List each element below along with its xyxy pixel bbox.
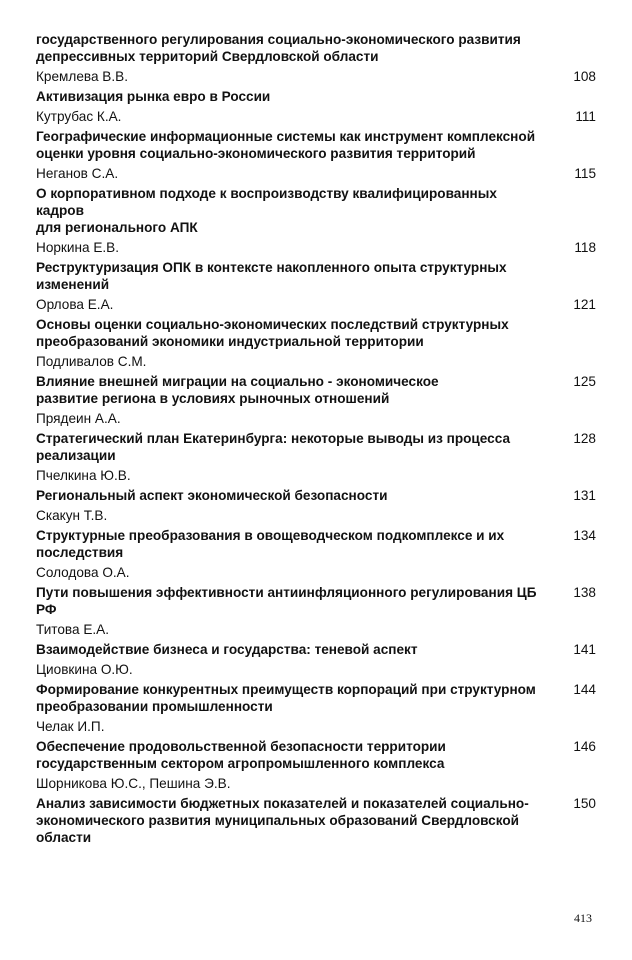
toc-page-number: 118 <box>574 240 596 255</box>
toc-entry-author <box>36 352 598 372</box>
author-name: Титова Е.А. <box>36 622 110 637</box>
author-name: Циовкина О.Ю. <box>36 662 133 677</box>
article-title: Географические информационные системы как инструмент комплексной оценки уровня социально-экономического развития территорий <box>36 129 536 161</box>
toc-entry-title <box>36 87 598 107</box>
author-name: Неганов С.А. <box>36 166 119 181</box>
author-name: Шорникова Ю.С., Пешина Э.В. <box>36 776 231 791</box>
author-name: Пчелкина Ю.В. <box>36 468 131 483</box>
toc-entry-author <box>36 563 598 583</box>
article-title: Пути повышения эффективности антиинфляционного регулирования ЦБ РФ <box>36 585 537 617</box>
article-title: государственного регулирования социально-экономического развития депрессивных территорий Свердловской области <box>36 32 521 64</box>
article-title: О корпоративном подходе к воспроизводству квалифицированных кадров для регионального АПК <box>36 186 497 235</box>
article-title: Реструктуризация ОПК в контексте накопленного опыта структурных изменений <box>36 260 507 292</box>
toc-entry-author <box>36 295 598 315</box>
toc-entry-title <box>36 526 598 563</box>
toc-entry-author <box>36 67 598 87</box>
toc-entry-author <box>36 107 598 127</box>
article-title: Активизация рынка евро в России <box>36 89 271 104</box>
toc-entry-title <box>36 184 598 238</box>
article-title: Анализ зависимости бюджетных показателей и показателей социально- экономического развития муниципальных образований Свердловской области <box>36 796 529 845</box>
article-title: Формирование конкурентных преимуществ корпораций при структурном преобразовании промышленности <box>36 682 536 714</box>
toc-entry-author <box>36 620 598 640</box>
article-title: Стратегический план Екатеринбурга: некоторые выводы из процесса реализации <box>36 431 511 463</box>
toc-entry-title <box>36 258 598 295</box>
toc-entry-author <box>36 409 598 429</box>
article-title: Влияние внешней миграции на социально - экономическое развитие региона в условиях рыночных отношений <box>36 374 439 406</box>
toc-entry-title <box>36 486 598 506</box>
table-of-contents <box>36 30 598 848</box>
article-title: Региональный аспект экономической безопасности <box>36 488 388 503</box>
page-number: 413 <box>574 911 592 925</box>
toc-entry-title <box>36 640 598 660</box>
toc-entry-author <box>36 774 598 794</box>
author-name: Кремлева В.В. <box>36 69 128 84</box>
author-name: Норкина Е.В. <box>36 240 120 255</box>
toc-page-number: 108 <box>573 69 596 84</box>
toc-page-number: 144 <box>573 682 596 697</box>
toc-entry-title <box>36 429 598 466</box>
author-name: Орлова Е.А. <box>36 297 114 312</box>
author-name: Кутрубас К.А. <box>36 109 122 124</box>
toc-entry-title <box>36 127 598 164</box>
toc-entry-title <box>36 30 598 67</box>
article-title: Взаимодействие бизнеса и государства: теневой аспект <box>36 642 418 657</box>
toc-entry-author <box>36 717 598 737</box>
article-title: Основы оценки социально-экономических последствий структурных преобразований экономики индустриальной территории <box>36 317 509 349</box>
toc-page-number: 150 <box>573 796 596 811</box>
toc-page-number: 111 <box>575 109 596 124</box>
author-name: Подливалов С.М. <box>36 354 147 369</box>
toc-page-number: 115 <box>574 166 596 181</box>
author-name: Прядеин А.А. <box>36 411 121 426</box>
toc-entry-title <box>36 680 598 717</box>
author-name: Скакун Т.В. <box>36 508 108 523</box>
toc-page-number: 131 <box>573 488 596 503</box>
toc-page-number: 138 <box>573 585 596 600</box>
author-name: Челак И.П. <box>36 719 105 734</box>
toc-page-number: 146 <box>573 739 596 754</box>
toc-page-number: 121 <box>573 297 596 312</box>
toc-entry-author <box>36 660 598 680</box>
toc-entry-title <box>36 583 598 620</box>
toc-entry-author <box>36 506 598 526</box>
toc-page-number: 141 <box>573 642 596 657</box>
toc-entry-title <box>36 372 598 409</box>
toc-page-number: 125 <box>573 374 596 389</box>
toc-entry-title <box>36 794 598 848</box>
toc-entry-author <box>36 164 598 184</box>
article-title: Обеспечение продовольственной безопасности территории государственным сектором агропромышленного комплекса <box>36 739 446 771</box>
toc-entry-title <box>36 315 598 352</box>
article-title: Структурные преобразования в овощеводческом подкомплексе и их последствия <box>36 528 505 560</box>
toc-entry-author <box>36 466 598 486</box>
toc-entry-author <box>36 238 598 258</box>
toc-page-number: 134 <box>573 528 596 543</box>
author-name: Солодова О.А. <box>36 565 130 580</box>
toc-entry-title <box>36 737 598 774</box>
toc-page-number: 128 <box>573 431 596 446</box>
